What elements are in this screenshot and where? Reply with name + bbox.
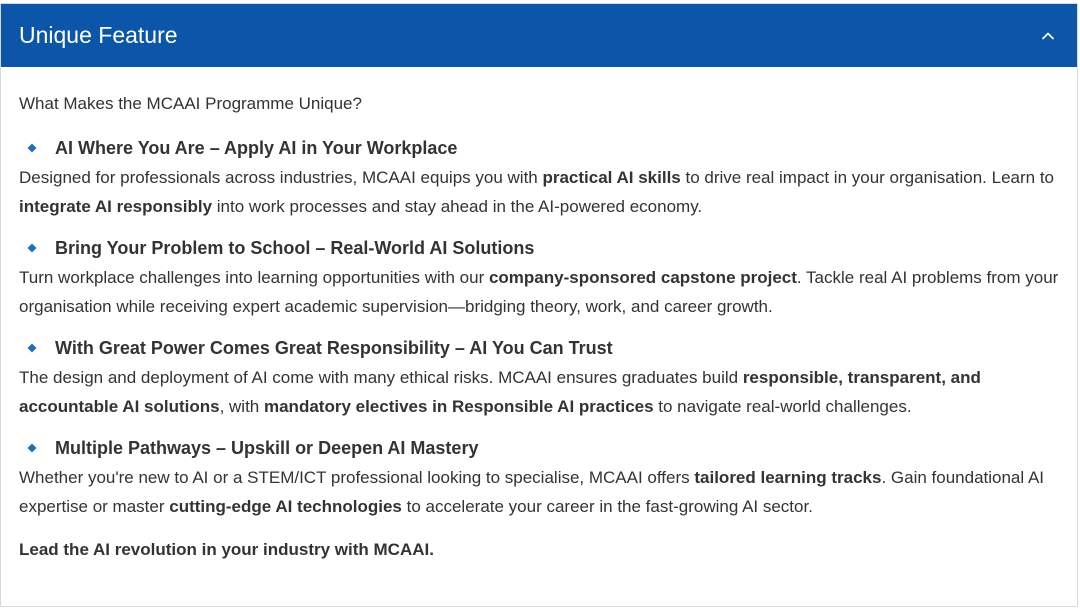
feature-highlight: company-sponsored capstone project — [488, 268, 797, 287]
feature-highlight: practical AI skills — [542, 168, 681, 187]
feature-highlight: cutting-edge AI technologies — [169, 497, 402, 516]
feature-heading — [19, 235, 1059, 261]
feature-heading — [19, 435, 1059, 461]
feature-highlight: responsible, transparent, and accountable AI solutions — [19, 368, 981, 416]
diamond-bullet-icon — [25, 141, 39, 155]
feature-heading — [19, 335, 1059, 361]
feature-highlight: mandatory electives in Responsible AI practices — [263, 397, 654, 416]
feature-text: The design and deployment of AI come with many ethical risks. MCAAI ensures graduates build — [19, 368, 743, 387]
intro-text: What Makes the MCAAI Programme Unique? — [19, 94, 362, 113]
accordion-content — [1, 67, 1077, 563]
feature-heading — [19, 135, 1059, 161]
diamond-bullet-icon — [25, 341, 39, 355]
feature-text: Designed for professionals across industries, MCAAI equips you with — [19, 168, 543, 187]
feature-item — [19, 135, 1059, 221]
feature-heading-text: AI Where You Are – Apply AI in Your Workplace — [55, 138, 458, 158]
closing-text: Lead the AI revolution in your industry with MCAAI. — [19, 540, 434, 559]
feature-description — [19, 363, 1059, 421]
feature-text: to drive real impact in your organisation. Learn to — [680, 168, 1055, 187]
feature-description — [19, 163, 1059, 221]
feature-heading-text: Bring Your Problem to School – Real-World AI Solutions — [55, 238, 535, 258]
unique-feature-accordion — [0, 3, 1078, 607]
feature-text: . Tackle real AI problems from your organisation while receiving expert academic supervision—bridging theory, work, and career growth. — [19, 268, 1059, 316]
feature-highlight: integrate AI responsibly — [19, 197, 213, 216]
feature-list — [19, 135, 1059, 521]
feature-text: . Gain foundational AI expertise or master — [19, 468, 1045, 516]
feature-item — [19, 435, 1059, 521]
diamond-bullet-icon — [25, 241, 39, 255]
diamond-bullet-icon — [25, 441, 39, 455]
feature-text: , with — [219, 397, 264, 416]
chevron-up-icon[interactable] — [1037, 25, 1059, 47]
feature-heading-text: Multiple Pathways – Upskill or Deepen AI Mastery — [55, 438, 479, 458]
feature-text: to navigate real-world challenges. — [653, 397, 912, 416]
feature-item — [19, 335, 1059, 421]
feature-text: Turn workplace challenges into learning opportunities with our — [19, 268, 489, 287]
feature-text: to accelerate your career in the fast-growing AI sector. — [401, 497, 813, 516]
feature-text: Whether you're new to AI or a STEM/ICT professional looking to specialise, MCAAI offers — [19, 468, 695, 487]
feature-heading-text: With Great Power Comes Great Responsibility – AI You Can Trust — [55, 338, 613, 358]
feature-highlight: tailored learning tracks — [694, 468, 882, 487]
feature-description — [19, 463, 1059, 521]
accordion-header[interactable] — [1, 4, 1077, 67]
accordion-title: Unique Feature — [19, 22, 178, 48]
feature-description — [19, 263, 1059, 321]
feature-item — [19, 235, 1059, 321]
feature-text: into work processes and stay ahead in the AI-powered economy. — [212, 197, 703, 216]
